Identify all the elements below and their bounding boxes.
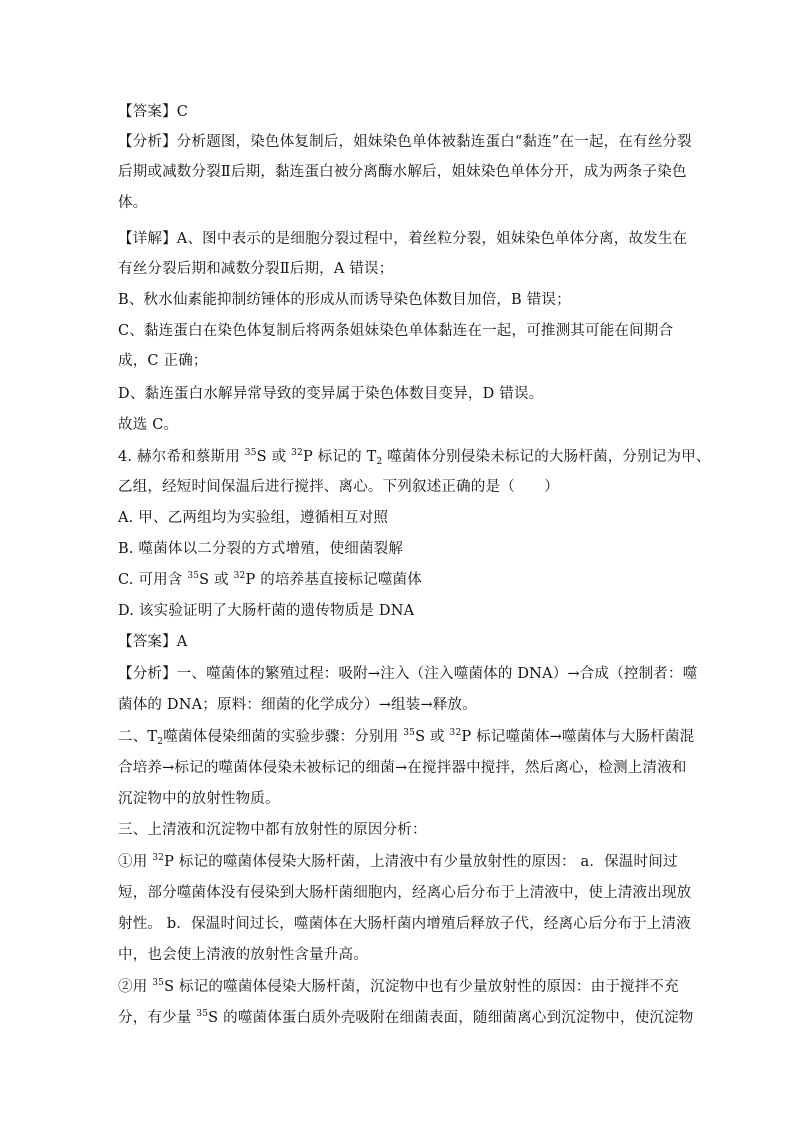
question-stem: 乙组，经短时间保温后进行搅拌、离心。下列叙述正确的是（ ）	[118, 479, 559, 495]
analysis-line: 菌体的 DNA；原料：细菌的化学成分）→组装→释放。	[118, 697, 477, 713]
option-b: B. 噬菌体以二分裂的方式增殖，使细菌裂解	[118, 541, 404, 557]
analysis-line: 体。	[118, 195, 148, 211]
analysis-line: 分，有少量 $^{35}$S 的噬菌体蛋白质外壳吸附在细菌表面，随细菌离心到沉淀物中，使沉淀物	[118, 1009, 694, 1026]
analysis-line: 三、上清液和沉淀物中都有放射性的原因分析：	[118, 822, 427, 838]
detail-line: B、秋水仙素能抑制纺锤体的形成从而诱导染色体数目加倍，B 错误；	[118, 292, 571, 308]
detail-line: 成，C 正确；	[118, 353, 208, 369]
analysis-line: 短，部分噬菌体没有侵染到大肠杆菌细胞内，经离心后分布于上清液中，使上清液出现放	[118, 885, 692, 901]
answer-label: 【答案】A	[118, 634, 188, 650]
detail-line: D、黏连蛋白水解异常导致的变异属于染色体数目变异，D 错误。	[118, 386, 544, 402]
analysis-line: 【分析】分析题图，染色体复制后，姐妹染色单体被黏连蛋白“黏连”在一起，在有丝分裂	[118, 134, 692, 150]
analysis-line: 沉淀物中的放射性物质。	[118, 791, 280, 807]
analysis-line: 二、$T_2$噬菌体侵染细菌的实验步骤：分别用 $^{35}$S 或 $^{32}$P 标记噬菌体→噬菌体与大肠杆菌混	[118, 728, 695, 747]
analysis-line: 中，也会使上清液的放射性含量升高。	[118, 947, 368, 963]
analysis-line: ②用 $^{35}$S 标记的噬菌体侵染大肠杆菌，沉淀物中也有少量放射性的原因：由于搅拌不充	[118, 978, 679, 995]
analysis-line: 后期或减数分裂Ⅱ后期，黏连蛋白被分离酶水解后，姐妹染色单体分开，成为两条子染色	[118, 164, 687, 180]
detail-line: 【详解】A、图中表示的是细胞分裂过程中，着丝粒分裂，姐妹染色单体分离，故发生在	[118, 231, 688, 247]
analysis-line: 射性。 b．保温时间过长，噬菌体在大肠杆菌内增殖后释放子代，经离心后分布于上清液	[118, 916, 691, 932]
option-c: C. 可用含 $^{35}$S 或 $^{32}$P 的培养基直接标记噬菌体	[118, 571, 422, 588]
option-a: A. 甲、乙两组均为实验组，遵循相互对照	[118, 510, 389, 526]
answer-label: 【答案】C	[118, 104, 189, 120]
conclusion-line: 故选 C。	[118, 417, 179, 433]
detail-line: 有丝分裂后期和减数分裂Ⅱ后期，A 错误；	[118, 261, 394, 277]
analysis-line: 合培养→标记的噬菌体侵染未被标记的细菌→在搅拌器中搅拌，然后离心，检测上清液和	[118, 760, 687, 776]
analysis-line: ①用 $^{32}$P 标记的噬菌体侵染大肠杆菌，上清液中有少量放射性的原因： a．保温时间过	[118, 853, 678, 870]
question-stem: 4. 赫尔希和蔡斯用 $^{35}$S 或 $^{32}$P 标记的 $T_2$ 噬菌体分别侵染未标记的大肠杆菌，分别记为甲、	[118, 448, 711, 467]
option-d: D. 该实验证明了大肠杆菌的遗传物质是 DNA	[118, 603, 415, 619]
detail-line: C、黏连蛋白在染色体复制后将两条姐妹染色单体黏连在一起，可推测其可能在间期合	[118, 323, 674, 339]
analysis-line: 【分析】一、噬菌体的繁殖过程：吸附→注入（注入噬菌体的 DNA）→合成（控制者：噬	[118, 666, 698, 682]
